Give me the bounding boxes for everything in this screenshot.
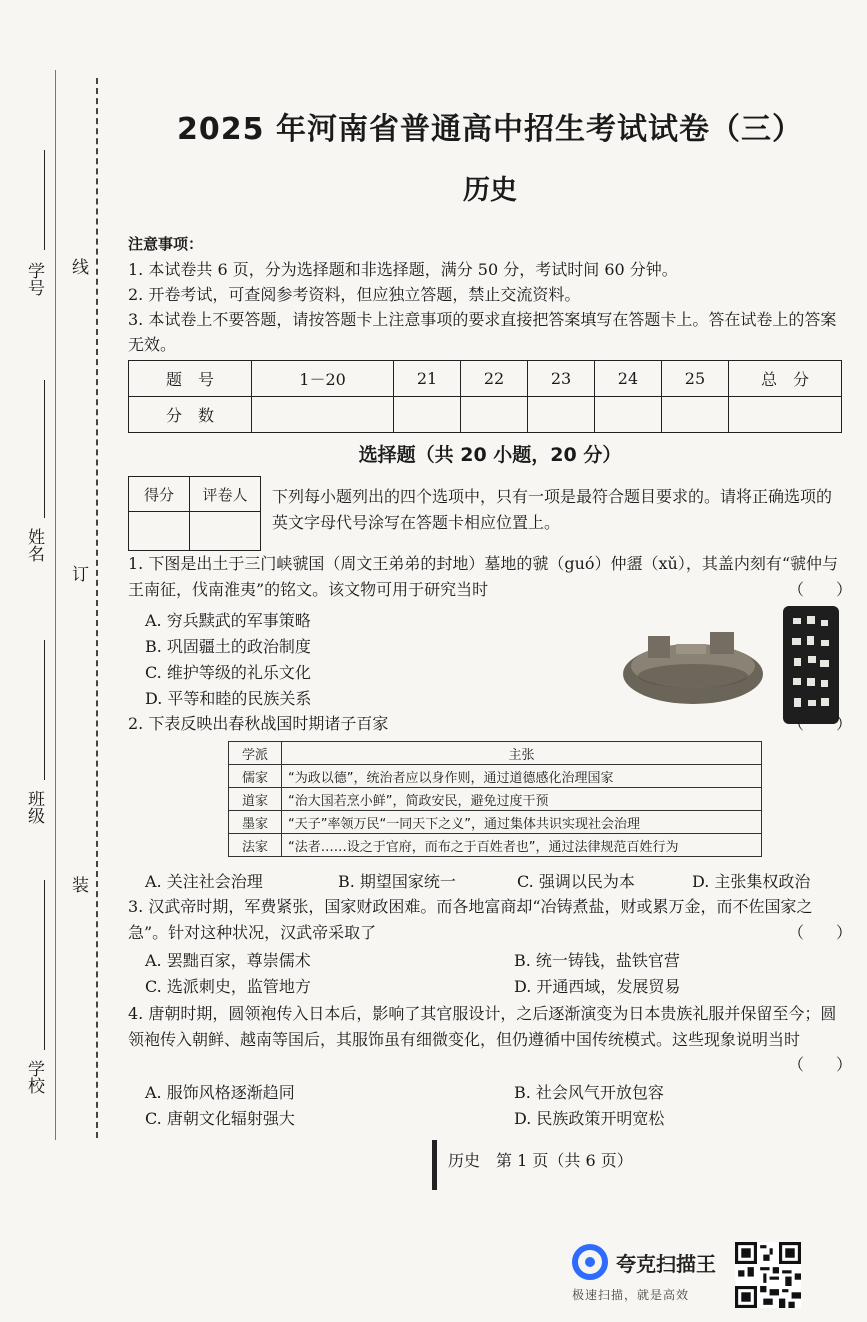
option: B. 期望国家统一 <box>338 872 456 891</box>
score-table-score-row <box>129 397 842 433</box>
score-cell: 25 <box>661 361 728 397</box>
option: C. 强调以民为本 <box>517 872 635 891</box>
school-field <box>44 880 45 1050</box>
cut-line <box>96 78 98 1138</box>
option: A. 关注社会治理 <box>145 872 263 891</box>
option: D. 主张集权政治 <box>692 872 811 891</box>
table-row <box>229 811 762 834</box>
score-input-cell <box>661 397 728 433</box>
score-input-cell <box>729 397 842 433</box>
section-title: 选择题（共 20 小题，20 分） <box>358 444 622 466</box>
scanner-logo-icon <box>572 1244 608 1280</box>
question-3-stem: 3. 汉武帝时期，军费紧张，国家财政困难。而各地富商却“冶铸煮盐，财或累万金，而不佐国家之急”。针对这种状况，汉武帝采取了 <box>128 897 813 942</box>
label-class: 班级 <box>24 790 44 824</box>
table-row <box>229 834 762 857</box>
table-cell: “为政以德”，统治者应以身作则，通过道德感化治理国家 <box>282 765 762 788</box>
name-field <box>44 380 45 518</box>
score-input-cell <box>528 397 595 433</box>
option: A. 罢黜百家，尊崇儒术 <box>145 951 311 970</box>
bronze-vessel-image <box>618 614 768 714</box>
score-cell: 分 数 <box>129 397 252 433</box>
score-cell: 24 <box>594 361 661 397</box>
grader-header: 评卷人 <box>190 477 261 512</box>
option: B. 社会风气开放包容 <box>514 1083 664 1102</box>
binding-edge-line <box>55 70 56 1140</box>
grader-header: 得分 <box>129 477 190 512</box>
grader-cell <box>129 512 190 551</box>
table-cell: 墨家 <box>229 811 282 834</box>
cut-mark-line: 线 <box>68 258 88 275</box>
question-4-stem: 4. 唐朝时期，圆领袍传入日本后，影响了其官服设计，之后逐渐演变为日本贵族礼服并保留至今；圆领袍传入朝鲜、越南等国后，其服饰虽有细微变化，但仍遵循中国传统模式。这些现象说明当时 <box>128 1004 837 1049</box>
table-header: 主张 <box>282 742 762 765</box>
score-cell: 23 <box>528 361 595 397</box>
answer-paren: （ ） <box>788 1055 853 1074</box>
note-item: 1. 本试卷共 6 页，分为选择题和非选择题，满分 50 分，考试时间 60 分钟。 <box>128 260 678 279</box>
score-input-cell <box>252 397 394 433</box>
answer-paren: （ ） <box>788 714 853 733</box>
score-cell: 总 分 <box>729 361 842 397</box>
student-id-field <box>44 150 45 250</box>
label-name: 姓名 <box>24 528 44 562</box>
label-school: 学校 <box>24 1060 44 1094</box>
scanner-slogan: 极速扫描，就是高效 <box>572 1288 690 1302</box>
option: B. 统一铸钱，盐铁官营 <box>514 951 680 970</box>
table-cell: “法者……设之于官府，而布之于百姓者也”，通过法律规范百姓行为 <box>282 834 762 857</box>
score-cell: 题 号 <box>129 361 252 397</box>
page-number: 历史 第 1 页（共 6 页） <box>448 1151 633 1170</box>
table-cell: 儒家 <box>229 765 282 788</box>
table-cell: “天子”率领万民“一同天下之义”，通过集体共识实现社会治理 <box>282 811 762 834</box>
option: B. 巩固疆土的政治制度 <box>145 637 311 656</box>
option: A. 穷兵黩武的军事策略 <box>145 611 311 630</box>
option: C. 唐朝文化辐射强大 <box>145 1109 295 1128</box>
table-cell: 道家 <box>229 788 282 811</box>
answer-paren: （ ） <box>788 923 853 942</box>
cut-mark-bind: 装 <box>68 876 88 893</box>
option: C. 选派刺史，监管地方 <box>145 977 311 996</box>
grader-cell <box>190 512 261 551</box>
schools-table <box>228 741 762 857</box>
score-input-cell <box>394 397 461 433</box>
table-cell: 法家 <box>229 834 282 857</box>
class-field <box>44 640 45 780</box>
score-table-header-row <box>129 361 842 397</box>
note-item: 3. 本试卷上不要答题，请按答题卡上注意事项的要求直接把答案填写在答题卡上。答在试卷上的答案无效。 <box>128 310 837 354</box>
notes-heading: 注意事项： <box>128 235 204 253</box>
score-table <box>128 360 842 433</box>
cut-mark-staple: 订 <box>68 565 88 582</box>
question-2-stem: 2. 下表反映出春秋战国时期诸子百家 <box>128 714 389 733</box>
score-cell: 21 <box>394 361 461 397</box>
table-row <box>229 788 762 811</box>
option: D. 开通西域，发展贸易 <box>514 977 681 996</box>
score-cell: 1－20 <box>252 361 394 397</box>
exam-title: 2025 年河南省普通高中招生考试试卷（三） <box>177 112 803 147</box>
option: A. 服饰风格逐渐趋同 <box>145 1083 295 1102</box>
grader-table <box>128 476 261 551</box>
table-row <box>229 765 762 788</box>
subject-title: 历史 <box>463 175 517 206</box>
scanner-brand-name: 夸克扫描王 <box>616 1252 716 1276</box>
option: C. 维护等级的礼乐文化 <box>145 663 311 682</box>
question-1-stem: 1. 下图是出土于三门峡虢国（周文王弟弟的封地）墓地的虢（guó）仲盨（xǔ），其盖内刻有“虢仲与王南征，伐南淮夷”的铭文。该文物可用于研究当时 <box>128 554 839 599</box>
scan-mark <box>432 1140 437 1190</box>
note-item: 2. 开卷考试，可查阅参考资料，但应独立答题，禁止交流资料。 <box>128 285 581 304</box>
qr-code-icon <box>735 1242 801 1308</box>
section-instructions: 下列每小题列出的四个选项中，只有一项是最符合题目要求的。请将正确选项的英文字母代号涂写在答题卡相应位置上。 <box>272 487 833 532</box>
answer-paren: （ ） <box>788 580 853 599</box>
label-student-id: 学号 <box>24 262 44 296</box>
table-header: 学派 <box>229 742 282 765</box>
score-input-cell <box>594 397 661 433</box>
score-cell: 22 <box>461 361 528 397</box>
score-input-cell <box>461 397 528 433</box>
option: D. 平等和睦的民族关系 <box>145 689 312 708</box>
inscription-rubbing-image <box>783 606 839 724</box>
option: D. 民族政策开明宽松 <box>514 1109 665 1128</box>
table-cell: “治大国若烹小鲜”，简政安民，避免过度干预 <box>282 788 762 811</box>
exam-notes <box>128 232 848 357</box>
